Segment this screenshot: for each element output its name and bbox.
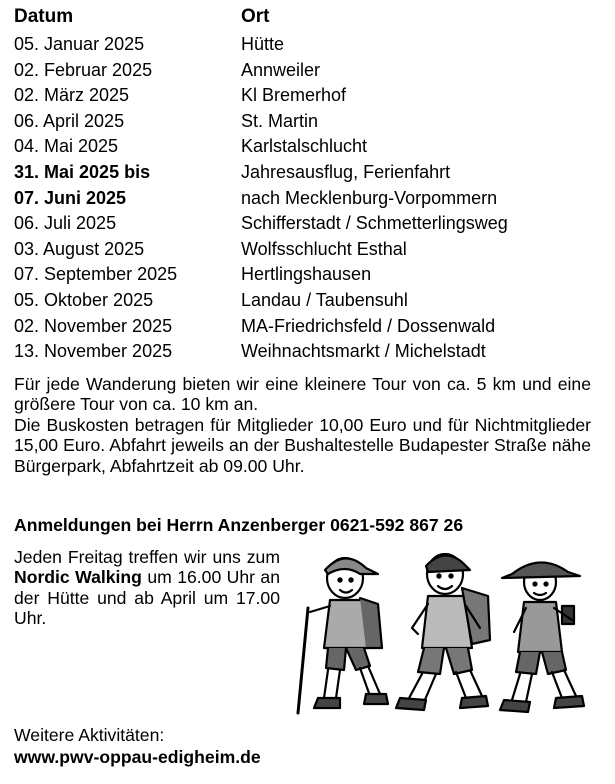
schedule-row [14, 237, 508, 263]
hiking-schedule-table [14, 32, 508, 365]
column-header-place: Ort [241, 6, 270, 27]
schedule-row [14, 58, 508, 84]
hiker-right-figure [500, 562, 584, 712]
schedule-row [14, 262, 508, 288]
schedule-date: 04. Mai 2025 [14, 136, 119, 157]
tours-paragraph: Für jede Wanderung bieten wir eine kleinere Tour von ca. 5 km und eine größere Tour von ca. 10 km an. [14, 374, 591, 415]
further-activities-label: Weitere Aktivitäten: [14, 725, 165, 745]
schedule-place: Wolfsschlucht Esthal [241, 238, 407, 259]
schedule-place: Karlstalschlucht [241, 136, 368, 157]
hiker-left-figure [298, 558, 388, 713]
schedule-date: 07. September 2025 [14, 264, 178, 285]
schedule-date: 05. Oktober 2025 [14, 289, 154, 310]
nordic-text-before: Jeden Freitag treffen wir uns zum [14, 547, 280, 567]
schedule-place: nach Mecklenburg-Vorpommern [241, 187, 498, 208]
schedule-row [14, 339, 508, 365]
bus-paragraph: Die Buskosten betragen für Mitglieder 10,00 Euro und für Nichtmitglieder 15,00 Euro. Abfahrt jeweils an der Bushaltestelle Budapester Straße nähe Bürgerpark, Abfahrtzeit ab 09.00 Uhr. [14, 414, 591, 476]
website-link[interactable]: www.pwv-oppau-edigheim.de [14, 747, 261, 767]
schedule-row [14, 109, 508, 135]
schedule-date: 13. November 2025 [14, 341, 173, 362]
schedule-row [14, 288, 508, 314]
schedule-place: Landau / Taubensuhl [241, 289, 408, 310]
nordic-walking-text [14, 547, 280, 629]
schedule-date: 07. Juni 2025 [14, 187, 127, 208]
schedule-row [14, 160, 508, 186]
schedule-place: Hertlingshausen [241, 264, 372, 285]
schedule-place: St. Martin [241, 110, 319, 131]
schedule-row [14, 186, 508, 212]
schedule-row [14, 83, 508, 109]
further-activities [14, 724, 261, 768]
nordic-walking-highlight: Nordic Walking [14, 567, 142, 588]
schedule-place: Weihnachtsmarkt / Michelstadt [241, 341, 486, 362]
schedule-row [14, 211, 508, 237]
schedule-date: 02. November 2025 [14, 315, 173, 336]
hiker-middle-figure [396, 554, 490, 710]
schedule-date: 02. Februar 2025 [14, 59, 153, 80]
schedule-row [14, 134, 508, 160]
schedule-date: 02. März 2025 [14, 85, 130, 106]
schedule-place: Hütte [241, 34, 285, 54]
schedule-place: Annweiler [241, 59, 321, 80]
schedule-row [14, 32, 508, 58]
registration-contact: Anmeldungen bei Herrn Anzenberger 0621-592 867 26 [14, 515, 464, 535]
schedule-date: 31. Mai 2025 bis [14, 161, 151, 182]
schedule-row [14, 314, 508, 340]
schedule-place: Jahresausflug, Ferienfahrt [241, 161, 451, 182]
schedule-date: 06. Juli 2025 [14, 213, 117, 234]
schedule-date: 06. April 2025 [14, 110, 125, 131]
schedule-place: MA-Friedrichsfeld / Dossenwald [241, 315, 496, 336]
column-header-date: Datum [14, 6, 74, 27]
schedule-date: 05. Januar 2025 [14, 34, 145, 54]
hikers-illustration [290, 548, 600, 718]
schedule-place: Kl Bremerhof [241, 85, 347, 106]
info-text [14, 374, 591, 476]
schedule-date: 03. August 2025 [14, 238, 145, 259]
nordic-text-after: um 16.00 Uhr an der Hütte und ab April um 17.00 Uhr. [14, 567, 280, 629]
schedule-place: Schifferstadt / Schmetterlingsweg [241, 213, 508, 234]
